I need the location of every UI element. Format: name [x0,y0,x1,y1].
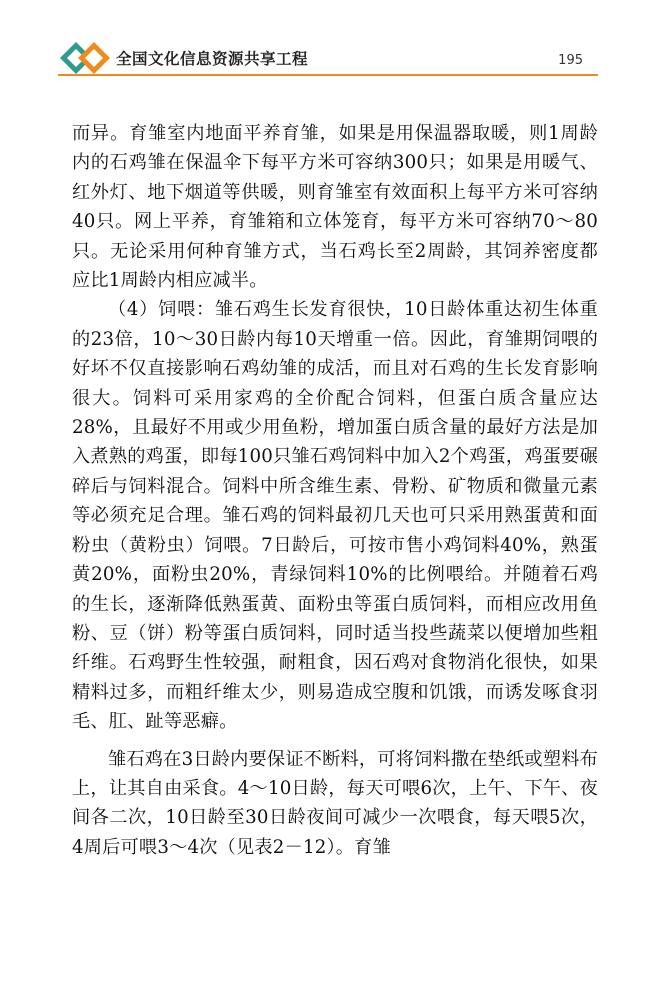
paragraph-feeding: （4）饲喂：雏石鸡生长发育很快，10日龄体重达初生体重的23倍，10～30日龄内每10天增重一倍。因此，育雏期饲喂的好坏不仅直接影响石鸡幼雏的成活，而且对石鸡的生长发育影响很大。饲料可采用家鸡的全价配合饲料，但蛋白质含量应达28%，且最好不用或少用鱼粉，增加蛋白质含量的最好方法是加入煮熟的鸡蛋，即每100只雏石鸡饲料中加入2个鸡蛋，鸡蛋要碾碎后与饲料混合。饲料中所含维生素、骨粉、矿物质和微量元素等必须充足合理。雏石鸡的饲料最初几天也可只采用熟蛋黄和面粉虫（黄粉虫）饲喂。7日龄后，可按市售小鸡饲料40%，熟蛋黄20%，面粉虫20%，青绿饲料10%的比例喂给。并随着石鸡的生长，逐渐降低熟蛋黄、面粉虫等蛋白质饲料，而相应改用鱼粉、豆（饼）粉等蛋白质饲料，同时适当投些蔬菜以便增加些粗纤维。石鸡野生性较强，耐粗食，因石鸡对食物消化很快，如果精料过多，而粗纤维太少，则易造成空腹和饥饿，而诱发啄食羽毛、肛、趾等恶癖。 [72,299,598,733]
header-title: 全国文化信息资源共享工程 [116,50,309,68]
header-divider [58,74,598,76]
diamond-logo-icon [58,40,114,76]
paragraph-continued: 而异。育雏室内地面平养育雏，如果是用保温器取暖，则1周龄内的石鸡雏在保温伞下每平方米可容纳300只；如果是用暖气、红外灯、地下烟道等供暖，则育雏室有效面积上每平方米可容纳40只。网上平养，育雏箱和立体笼育，每平方米可容纳70～80只。无论采用何种育雏方式，当石鸡长至2周龄，其饲养密度都应比1周龄内相应减半。 [72,123,598,292]
body-text [72,119,598,870]
paragraph-feeding-schedule: 雏石鸡在3日龄内要保证不断料，可将饲料撒在垫纸或塑料布上，让其自由采食。4～10日龄，每天可喂6次，上午、下午、夜间各二次，10日龄至30日龄夜间可减少一次喂食，每天喂5次，4周后可喂3～4次（见表2－12）。育雏 [72,748,598,858]
page-header [0,0,646,90]
page-number: 195 [558,53,583,68]
